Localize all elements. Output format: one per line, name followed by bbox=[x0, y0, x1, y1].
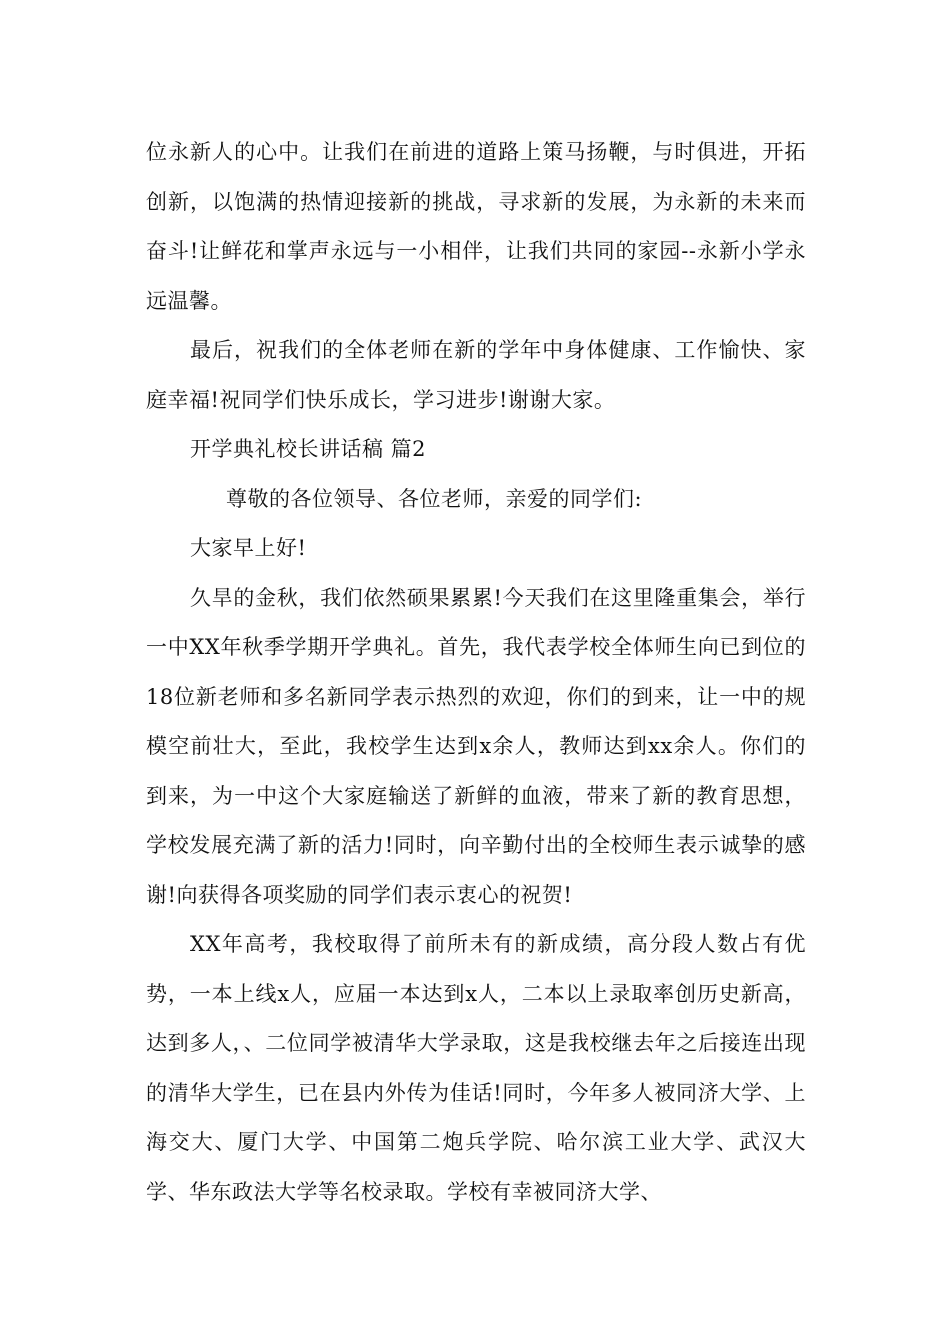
section-heading: 开学典礼校长讲话稿 篇2 bbox=[190, 437, 427, 461]
paragraph-continuation: 位永新人的心中。让我们在前进的道路上策马扬鞭，与时俱进，开拓创新，以饱满的热情迎接新的挑战，寻求新的发展，为永新的未来而奋斗!让鲜花和掌声永远与一小相伴，让我们共同的家园--永新小学永远温馨。 bbox=[146, 140, 806, 313]
paragraph-salutation: 尊敬的各位领导、各位老师，亲爱的同学们: bbox=[226, 486, 643, 511]
paragraph-greeting: 大家早上好! bbox=[190, 536, 307, 560]
paragraph-closing-wishes: 最后，祝我们的全体老师在新的学年中身体健康、工作愉快、家庭幸福!祝同学们快乐成长，学习进步!谢谢大家。 bbox=[146, 338, 806, 412]
document-body bbox=[146, 128, 806, 1217]
paragraph-welcome: 久旱的金秋，我们依然硕果累累!今天我们在这里隆重集会，举行一中XX年秋季学期开学典礼。首先，我代表学校全体师生向已到位的18位新老师和多名新同学表示热烈的欢迎，你们的到来，让一中的规模空前壮大，至此，我校学生达到x余人，教师达到xx余人。你们的到来，为一中这个大家庭输送了新鲜的血液，带来了新的教育思想，学校发展充满了新的活力!同时，向辛勤付出的全校师生表示诚挚的感谢!向获得各项奖励的同学们表示衷心的祝贺! bbox=[146, 585, 806, 907]
paragraph-exam-results: XX年高考，我校取得了前所未有的新成绩，高分段人数占有优势，一本上线x人，应届一本达到x人，二本以上录取率创历史新高，达到多人，、二位同学被清华大学录取，这是我校继去年之后接连出现的清华大学生，已在县内外传为佳话!同时，今年多人被同济大学、上海交大、厦门大学、中国第二炮兵学院、哈尔滨工业大学、武汉大学、华东政法大学等名校录取。学校有幸被同济大学、 bbox=[146, 932, 806, 1204]
